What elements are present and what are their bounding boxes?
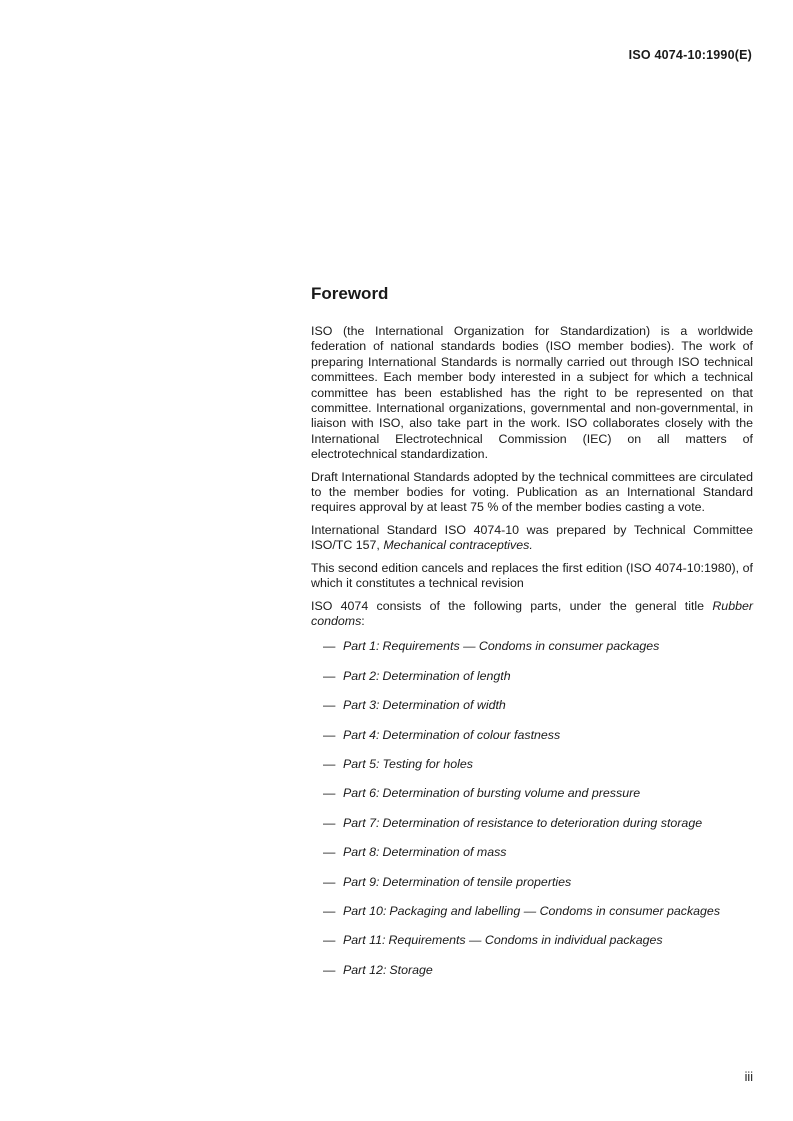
dash-icon: — (323, 786, 336, 801)
part-label: Part 1: (343, 639, 380, 654)
part-label: Part 6: (343, 786, 380, 801)
dash-icon: — (323, 639, 336, 654)
part-title: Requirements — Condoms in consumer packages (382, 639, 660, 654)
parts-intro-text: ISO 4074 consists of the following parts, under the general title (311, 598, 713, 613)
part-title: Determination of length (382, 668, 511, 683)
parts-list (311, 639, 753, 978)
part-list-item (311, 698, 753, 713)
part-list-item (311, 757, 753, 772)
part-title: Determination of resistance to deterioration during storage (382, 815, 703, 830)
general-title: Rubber condoms (311, 598, 753, 628)
part-list-item (311, 786, 753, 801)
paragraph-parts-intro (311, 599, 753, 630)
part-list-item (311, 669, 753, 684)
paragraph-draft-standards: Draft International Standards adopted by the technical committees are circulated to the member bodies for voting. Publication as an International Standard requires approval by at least 75 % of the member bodies casting a vote. (311, 469, 753, 515)
dash-icon: — (323, 815, 336, 830)
dash-icon: — (323, 668, 336, 683)
part-title: Determination of width (382, 698, 506, 713)
part-title: Packaging and labelling — Condoms in consumer packages (389, 903, 721, 918)
foreword-section (311, 284, 753, 992)
committee-title: Mechanical contraceptives. (383, 538, 533, 553)
paragraph-iso-intro: ISO (the International Organization for Standardization) is a worldwide federation of national standards bodies (ISO member bodies). The work of preparing International Standards is normally carried out through ISO technical committees. Each member body interested in a subject for which a technical committee has been established has the right to be represented on that committee. International organizations, governmental and non-governmental, in liaison with ISO, also take part in the work. ISO collaborates closely with the International Electrotechnical Commission (IEC) on all matters of electrotechnical standardization. (311, 324, 753, 462)
paragraph-edition-note: This second edition cancels and replaces the first edition (ISO 4074-10:1980), of which it constitutes a technical revision (311, 560, 753, 591)
part-label: Part 10: (343, 903, 387, 918)
part-list-item (311, 875, 753, 890)
part-list-item (311, 639, 753, 654)
document-code: ISO 4074-10:1990(E) (628, 48, 752, 62)
paragraph-prepared-by (311, 523, 753, 554)
part-title: Storage (389, 962, 433, 977)
part-title: Determination of mass (382, 845, 507, 860)
part-title: Requirements — Condoms in individual packages (388, 933, 663, 948)
part-list-item (311, 816, 753, 831)
part-title: Determination of bursting volume and pressure (382, 786, 641, 801)
part-label: Part 7: (343, 815, 380, 830)
part-label: Part 4: (343, 727, 380, 742)
part-list-item (311, 728, 753, 743)
part-label: Part 12: (343, 962, 387, 977)
dash-icon: — (323, 874, 336, 889)
part-title: Determination of tensile properties (382, 874, 572, 889)
parts-intro-colon: : (361, 613, 365, 628)
part-label: Part 2: (343, 668, 380, 683)
prepared-by-text: International Standard ISO 4074-10 was prepared by Technical Committee ISO/TC 157, (311, 522, 753, 553)
part-list-item (311, 904, 753, 919)
dash-icon: — (323, 962, 336, 977)
part-label: Part 5: (343, 756, 380, 771)
dash-icon: — (323, 933, 336, 948)
part-list-item (311, 933, 753, 948)
part-title: Testing for holes (382, 756, 473, 771)
dash-icon: — (323, 727, 336, 742)
part-title: Determination of colour fastness (382, 727, 561, 742)
page-number: iii (744, 1070, 753, 1084)
dash-icon: — (323, 845, 336, 860)
dash-icon: — (323, 756, 336, 771)
dash-icon: — (323, 698, 336, 713)
part-list-item (311, 845, 753, 860)
part-label: Part 8: (343, 845, 380, 860)
dash-icon: — (323, 903, 336, 918)
part-label: Part 3: (343, 698, 380, 713)
part-list-item (311, 963, 753, 978)
foreword-title: Foreword (311, 284, 389, 303)
part-label: Part 11: (343, 933, 386, 948)
part-label: Part 9: (343, 874, 380, 889)
